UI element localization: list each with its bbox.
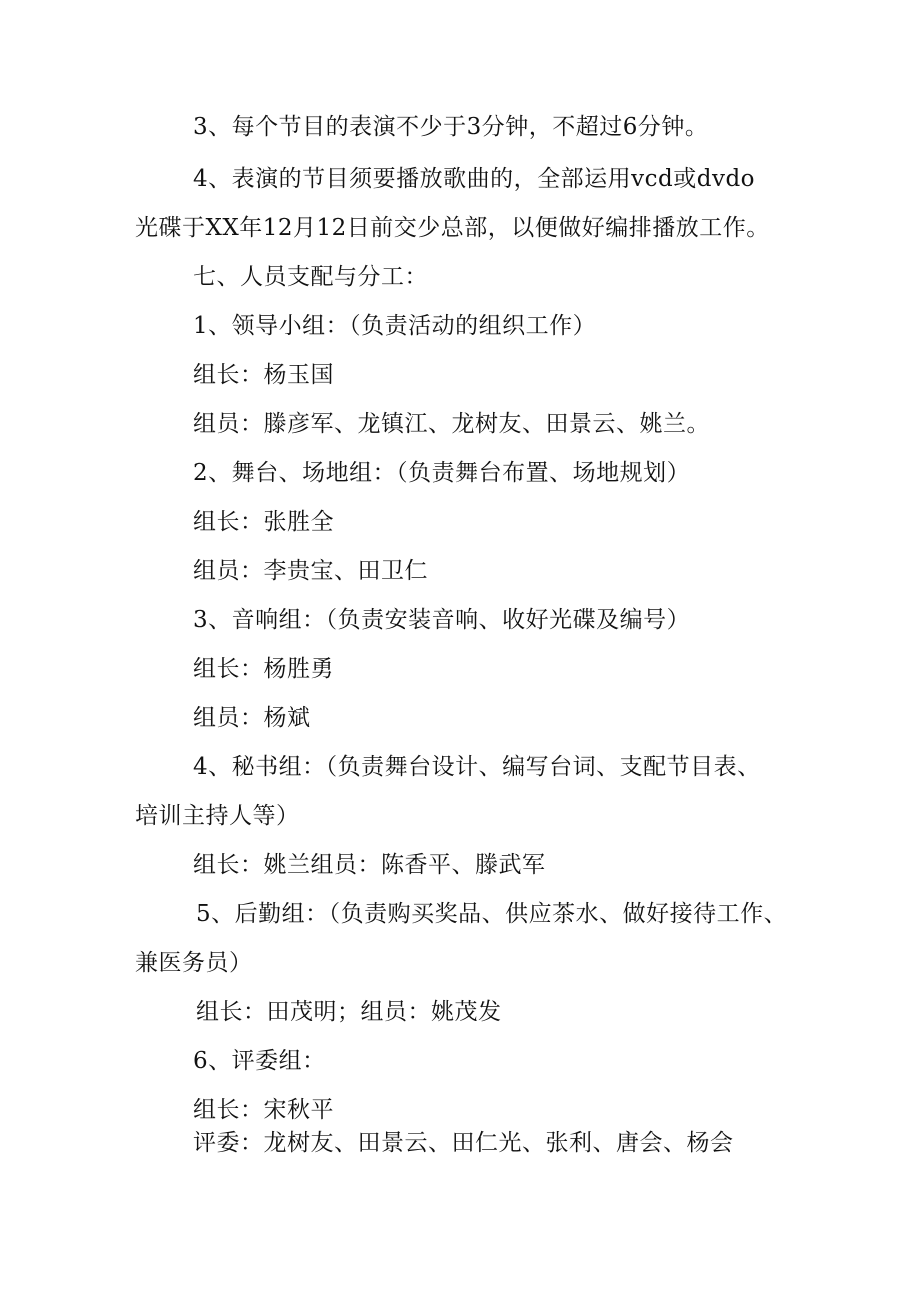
group-stage-leader: 组长：张胜全 [193, 509, 334, 535]
group-sound-heading: 3、音响组：（负责安装音响、收好光碟及编号） [193, 607, 691, 633]
group-logistics-leader-members: 组长：田茂明；组员：姚茂发 [196, 999, 502, 1025]
group-leadership-heading: 1、领导小组：（负责活动的组织工作） [193, 313, 597, 339]
group-sound-leader: 组长：杨胜勇 [193, 656, 334, 682]
group-leadership-leader: 组长：杨玉国 [193, 362, 334, 388]
group-logistics-heading-continued: 兼医务员） [135, 950, 253, 976]
group-stage-members: 组员：李贵宝、田卫仁 [193, 558, 428, 584]
group-stage-heading: 2、舞台、场地组：（负责舞台布置、场地规划） [193, 460, 691, 486]
group-secretary-heading-continued: 培训主持人等） [135, 803, 300, 829]
paragraph-rule-4-media-continued: 光碟于XX年12月12日前交少总部，以便做好编排播放工作。 [135, 215, 770, 241]
group-leadership-members: 组员：滕彦军、龙镇江、龙树友、田景云、姚兰。 [193, 411, 710, 437]
group-secretary-leader-members: 组长：姚兰组员：陈香平、滕武军 [193, 852, 546, 878]
section-heading-staffing: 七、人员支配与分工： [193, 264, 428, 290]
group-logistics-heading: 5、后勤组：（负责购买奖品、供应茶水、做好接待工作、 [196, 901, 788, 927]
paragraph-rule-3-duration: 3、每个节目的表演不少于3分钟，不超过6分钟。 [193, 114, 709, 140]
group-secretary-heading: 4、秘书组：（负责舞台设计、编写台词、支配节目表、 [193, 754, 761, 780]
paragraph-rule-4-media: 4、表演的节目须要播放歌曲的，全部运用vcd或dvdo [193, 166, 756, 192]
group-judges-heading: 6、评委组： [193, 1048, 326, 1074]
group-judges-leader: 组长：宋秋平 [193, 1097, 334, 1123]
group-judges-members: 评委：龙树友、田景云、田仁光、张利、唐会、杨会 [193, 1130, 734, 1156]
group-sound-members: 组员：杨斌 [193, 705, 311, 731]
